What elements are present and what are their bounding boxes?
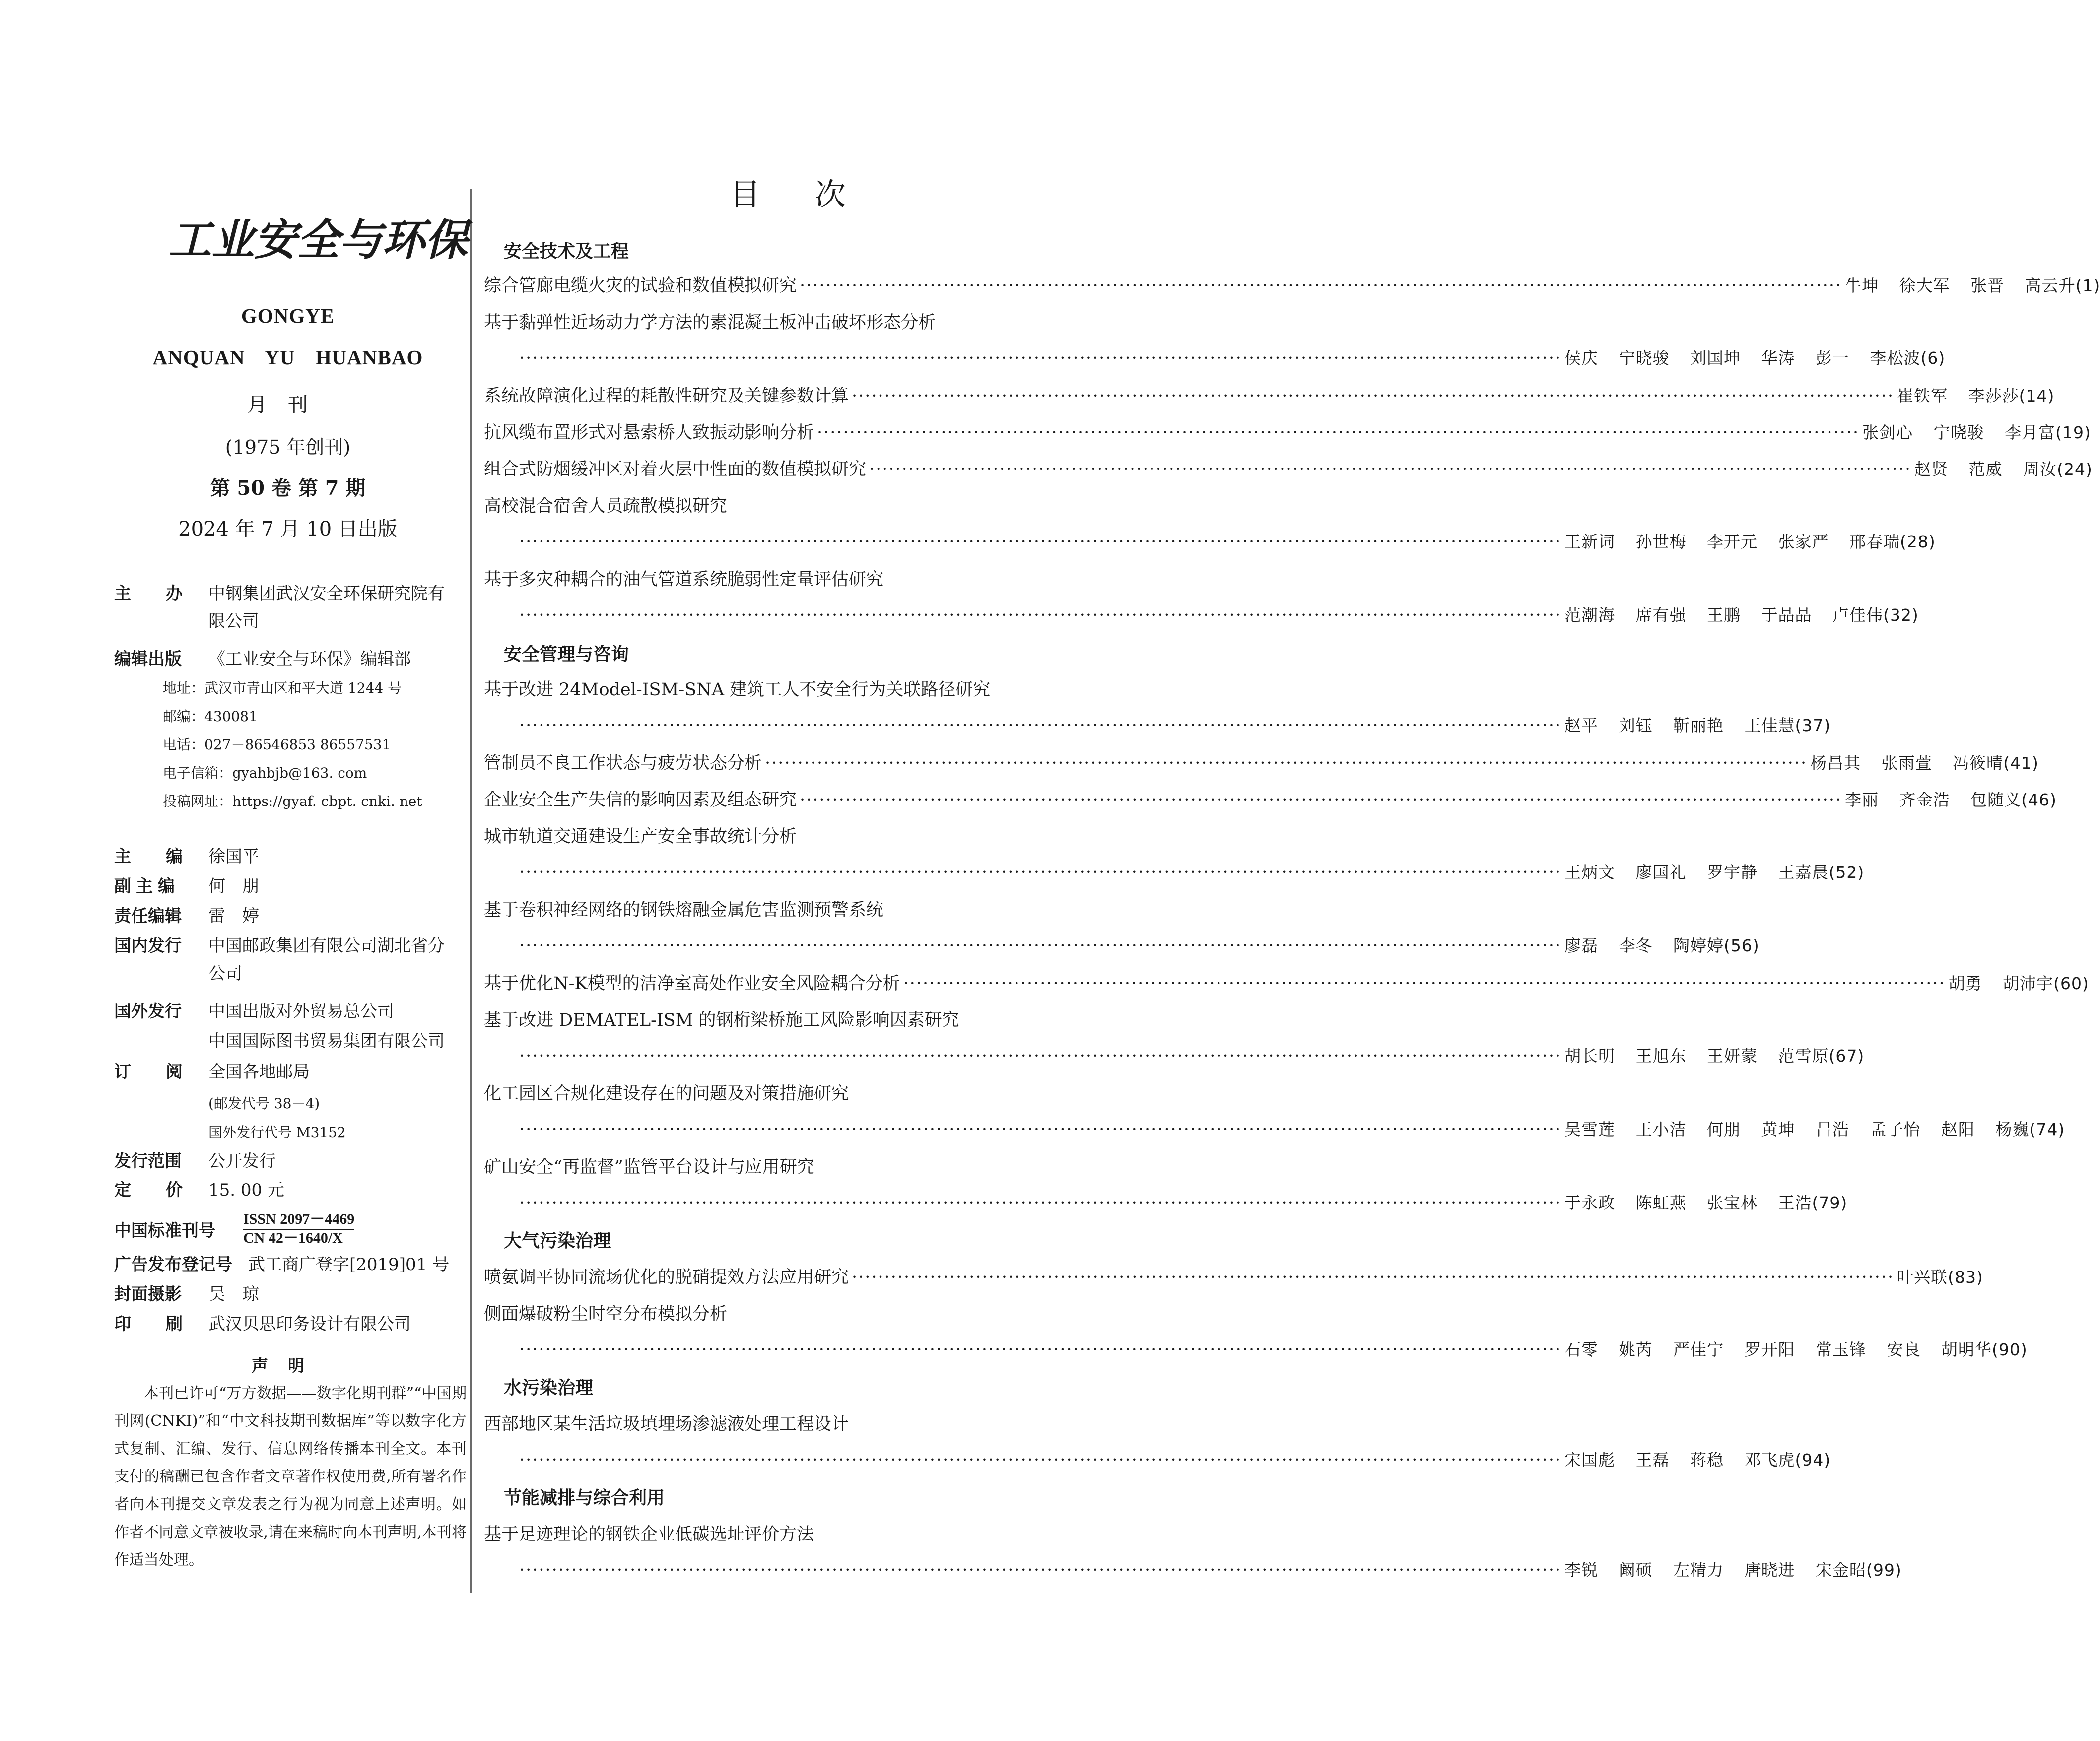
section-heading: 节能减排与综合利用 <box>504 1488 665 1508</box>
print-value: 武汉贝思印务设计有限公司 <box>208 1314 411 1334</box>
journal-logo <box>169 212 468 267</box>
phone: 电话：027－86546853 86557531 <box>163 737 391 753</box>
toc-entry-title[interactable]: 矿山安全“再监督”监管平台设计与应用研究 <box>484 1157 814 1177</box>
scope-row <box>114 1147 472 1175</box>
volume-issue: 第 50 卷 第 7 期 <box>210 476 366 500</box>
std-number-label: 中国标准刊号 <box>114 1220 215 1241</box>
publication-date: 2024 年 7 月 10 日出版 <box>178 518 398 540</box>
toc-entry-title[interactable]: 西部地区某生活垃圾填埋场渗滤液处理工程设计 <box>484 1414 849 1434</box>
domestic-row <box>114 932 472 988</box>
section-heading: 安全技术及工程 <box>504 241 629 262</box>
ad-row <box>114 1251 472 1278</box>
toc-entry-title[interactable]: 基于改进 DEMATEL-ISM 的钢桁梁桥施工风险影响因素研究 <box>484 1010 959 1030</box>
journal-name-text: 工业安全与环保 <box>169 215 468 265</box>
toc-entry[interactable]: 企业安全生产失信的影响因素及组态研究 ····· 李丽 齐金浩 包随义(46) <box>484 786 1117 811</box>
resp-editor-value: 雷 婷 <box>208 906 259 926</box>
toc-entry[interactable]: 系统故障演化过程的耗散性研究及关键参数计算 ····· 崔铁军 李莎莎(14) <box>484 382 1117 407</box>
deputy-editor-label: 副主编 <box>114 876 180 896</box>
pinyin-line-1: GONGYE <box>241 304 335 327</box>
toc-entry-title[interactable]: 城市轨道交通建设生产安全事故统计分析 <box>484 827 797 847</box>
toc-entry[interactable]: 抗风缆布置形式对悬索桥人致振动影响分析 ····· 张剑心 宁晓骏 李月富(19) <box>484 419 1117 444</box>
sponsor-row <box>114 580 472 635</box>
toc-entry-title[interactable]: 化工园区合规化建设存在的问题及对策措施研究 <box>484 1084 849 1104</box>
foreign-code: 国外发行代号 M3152 <box>208 1124 346 1140</box>
toc-entry-title[interactable]: 基于黏弹性近场动力学方法的素混凝土板冲击破坏形态分析 <box>484 313 936 333</box>
toc-entry-authors: ····· 王新词 孙世梅 李开元 张家严 邢春瑞(28) <box>516 529 1117 552</box>
chief-editor-row <box>114 843 472 870</box>
toc-entry-title[interactable]: 基于足迹理论的钢铁企业低碳选址评价方法 <box>484 1525 814 1544</box>
toc-entry[interactable]: 综合管廊电缆火灾的试验和数值模拟研究 ····· 牛坤 徐大军 张晋 高云升(1) <box>484 272 1117 297</box>
domestic-label: 国内发行 <box>114 936 182 956</box>
toc-entry-title[interactable]: 基于多灾种耦合的油气管道系统脆弱性定量评估研究 <box>484 570 884 590</box>
price-value: 15. 00 元 <box>208 1180 284 1200</box>
email: 电子信箱：gyahbjb@163. com <box>163 765 367 781</box>
journal-logo-calligraphy <box>169 212 468 267</box>
toc-entry-authors: ····· 吴雪莲 王小洁 何朋 黄坤 吕浩 孟子怡 赵阳 杨巍(74) <box>516 1117 1117 1140</box>
section-heading: 安全管理与咨询 <box>504 644 629 665</box>
section-heading: 大气污染治理 <box>504 1231 611 1251</box>
foreign-row-2 <box>114 1027 472 1055</box>
toc-entry-authors: ····· 胡长明 王旭东 王妍蒙 范雪原(67) <box>516 1043 1117 1067</box>
scope-value: 公开发行 <box>208 1151 276 1171</box>
editor-pub-label: 编辑出版 <box>114 649 182 669</box>
issn-cn-box <box>243 1211 354 1247</box>
domestic-value: 中国邮政集团有限公司湖北省分公司 <box>208 936 445 984</box>
declaration-title: 声明 <box>252 1356 324 1375</box>
resp-editor-row <box>114 902 472 930</box>
chief-editor-label: 主编 <box>114 847 217 867</box>
cover-row <box>114 1280 472 1308</box>
subscribe-row <box>114 1058 472 1086</box>
foreign-label: 国外发行 <box>114 1002 182 1021</box>
ad-value: 武工商广登字[2019]01 号 <box>248 1255 450 1274</box>
scope-label: 发行范围 <box>114 1151 182 1171</box>
cover-value: 吴 琼 <box>208 1284 259 1304</box>
editor-pub-row <box>114 645 472 673</box>
issn: ISSN 2097－4469 <box>243 1211 354 1230</box>
postcode: 邮编：430081 <box>163 708 258 725</box>
foreign-value-1: 中国出版对外贸易总公司 <box>208 1002 394 1021</box>
toc-entry-authors: ····· 石零 姚芮 严佳宁 罗开阳 常玉锋 安良 胡明华(90) <box>516 1337 1117 1360</box>
toc-entry-authors: ····· 王炳文 廖国礼 罗宇静 王嘉晨(52) <box>516 860 1117 883</box>
sponsor-label: 主办 <box>114 584 217 603</box>
toc-entry-title[interactable]: 高校混合宿舍人员疏散模拟研究 <box>484 496 728 516</box>
subscribe-label: 订阅 <box>114 1062 217 1082</box>
toc-entry-title[interactable]: 基于改进 24Model-ISM-SNA 建筑工人不安全行为关联路径研究 <box>484 680 991 700</box>
foreign-value-2: 中国国际图书贸易集团有限公司 <box>208 1031 445 1051</box>
price-label: 定价 <box>114 1180 217 1200</box>
submission-url: 投稿网址：https://gyaf. cbpt. cnki. net <box>163 793 422 809</box>
deputy-editor-row <box>114 872 472 900</box>
resp-editor-label: 责任编辑 <box>114 906 182 926</box>
editor-pub-value: 《工业安全与环保》编辑部 <box>208 649 411 669</box>
print-label: 印刷 <box>114 1314 217 1334</box>
price-row <box>114 1176 472 1204</box>
subscribe-value: 全国各地邮局 <box>208 1062 310 1082</box>
section-heading: 水污染治理 <box>504 1378 594 1398</box>
toc-entry-authors: ····· 赵平 刘钰 靳丽艳 王佳慧(37) <box>516 713 1117 736</box>
cn-number: CN 42－1640/X <box>243 1230 343 1246</box>
toc-entry-authors: ····· 宋国彪 王磊 蒋稳 邓飞虎(94) <box>516 1447 1117 1471</box>
chief-editor-value: 徐国平 <box>208 847 259 867</box>
address: 地址：武汉市青山区和平大道 1244 号 <box>163 680 402 696</box>
sponsor-value: 中钢集团武汉安全环保研究院有限公司 <box>208 584 445 631</box>
foreign-row <box>114 998 472 1025</box>
declaration-text: 本刊已许可“万方数据——数字化期刊群”“中国期刊网(CNKI)”和“中文科技期刊数据库”等以数字化方式复制、汇编、发行、信息网络传播本刊全文。本刊支付的稿酬已包含作者文章著作权使用费,所有署名作者向本刊提交文章发表之行为视为同意上述声明。如作者不同意文章被收录,请在来稿时向本刊声明,本刊将作适当处理。 <box>114 1385 467 1569</box>
toc-entry-authors: ····· 廖磊 李冬 陶婷婷(56) <box>516 933 1117 956</box>
toc-title: 目次 <box>730 176 901 212</box>
toc-entry-authors: ····· 李锐 阚硕 左精力 唐晓进 宋金昭(99) <box>516 1557 1117 1581</box>
ad-label: 广告发布登记号 <box>114 1255 232 1274</box>
toc-entry-title[interactable]: 侧面爆破粉尘时空分布模拟分析 <box>484 1304 728 1324</box>
toc-entry-authors: ····· 侯庆 宁晓骏 刘国坤 华涛 彭一 李松波(6) <box>516 345 1117 369</box>
toc-entry-title[interactable]: 基于卷积神经网络的钢铁熔融金属危害监测预警系统 <box>484 900 884 920</box>
toc-entry[interactable]: 喷氨调平协同流场优化的脱硝提效方法应用研究 ····· 叶兴联(83) <box>484 1264 1117 1288</box>
deputy-editor-value: 何 朋 <box>208 876 259 896</box>
std-number-row <box>114 1211 472 1247</box>
frequency: 月刊 <box>247 394 329 416</box>
print-row <box>114 1310 472 1338</box>
founded-year: (1975 年创刊) <box>225 436 351 458</box>
toc-entry[interactable]: 基于优化N-K模型的洁净室高处作业安全风险耦合分析 ····· 胡勇 胡沛宇(60) <box>484 970 1117 995</box>
postal-code: (邮发代号 38－4) <box>208 1095 320 1112</box>
pinyin-line-2: ANQUAN YU HUANBAO <box>152 346 423 369</box>
toc-entry[interactable]: 管制员不良工作状态与疲劳状态分析 ····· 杨昌其 张雨萱 冯筱晴(41) <box>484 749 1117 774</box>
toc-entry-authors: ····· 于永政 陈虹燕 张宝林 王浩(79) <box>516 1190 1117 1213</box>
toc-entry[interactable]: 组合式防烟缓冲区对着火层中性面的数值模拟研究 ····· 赵贤 范威 周汝(24) <box>484 456 1117 480</box>
toc-entry-authors: ····· 范潮海 席有强 王鹏 于晶晶 卢佳伟(32) <box>516 603 1117 626</box>
cover-label: 封面摄影 <box>114 1284 182 1304</box>
